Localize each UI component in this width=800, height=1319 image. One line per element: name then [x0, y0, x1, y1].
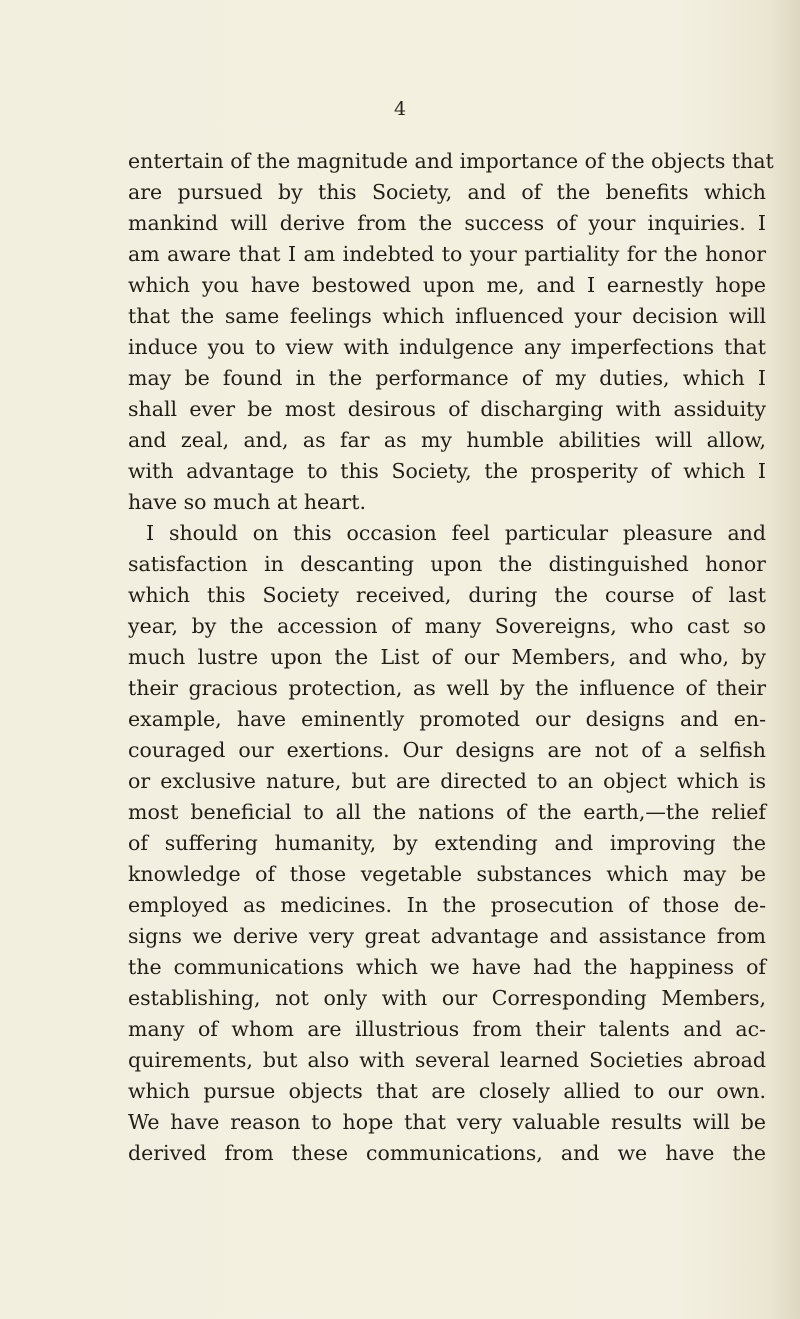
text-line: shall ever be most desirous of discharging with assiduity	[128, 397, 766, 421]
text-line: or exclusive nature, but are directed to an object which is	[128, 769, 766, 793]
text-line: signs we derive very great advantage and assistance from	[128, 924, 766, 948]
text-line: employed as medicines. In the prosecution of those de-	[128, 893, 766, 917]
page-number: 4	[393, 98, 407, 120]
text-line: example, have eminently promoted our designs and en-	[128, 707, 766, 731]
text-line: couraged our exertions. Our designs are not of a selfish	[128, 738, 766, 762]
text-line: have so much at heart.	[128, 490, 366, 514]
text-line: which you have bestowed upon me, and I earnestly hope	[128, 273, 766, 297]
text-line: may be found in the performance of my duties, which I	[128, 366, 766, 390]
text-line: and zeal, and, as far as my humble abilities will allow,	[128, 428, 766, 452]
text-line: which this Society received, during the course of last	[128, 583, 766, 607]
text-line: of suffering humanity, by extending and improving the	[128, 831, 766, 855]
text-line: much lustre upon the List of our Members, and who, by	[128, 645, 766, 669]
text-line: am aware that I am indebted to your partiality for the honor	[128, 242, 766, 266]
text-line: derived from these communications, and we have the	[128, 1141, 766, 1165]
text-line: that the same feelings which influenced your decision will	[128, 304, 766, 328]
text-line: establishing, not only with our Corresponding Members,	[128, 986, 766, 1010]
text-line: knowledge of those vegetable substances which may be	[128, 862, 766, 886]
text-line: their gracious protection, as well by the influence of their	[128, 676, 766, 700]
text-line: quirements, but also with several learned Societies abroad	[128, 1048, 766, 1072]
text-line: mankind will derive from the success of your inquiries. I	[128, 211, 766, 235]
text-line: We have reason to hope that very valuable results will be	[128, 1110, 766, 1134]
text-line: most beneficial to all the nations of the earth,—the relief	[128, 800, 766, 824]
paragraph-start-line: I should on this occasion feel particular pleasure and	[146, 521, 766, 545]
text-line: with advantage to this Society, the prosperity of which I	[128, 459, 766, 483]
text-line: satisfaction in descanting upon the distinguished honor	[128, 552, 766, 576]
text-line: induce you to view with indulgence any imperfections that	[128, 335, 766, 359]
text-line: which pursue objects that are closely allied to our own.	[128, 1079, 766, 1103]
text-line: entertain of the magnitude and importance of the objects that	[128, 149, 774, 173]
text-line: year, by the accession of many Sovereigns, who cast so	[128, 614, 766, 638]
text-line: the communications which we have had the happiness of	[128, 955, 766, 979]
text-line: many of whom are illustrious from their talents and ac-	[128, 1017, 766, 1041]
text-line: are pursued by this Society, and of the benefits which	[128, 180, 766, 204]
